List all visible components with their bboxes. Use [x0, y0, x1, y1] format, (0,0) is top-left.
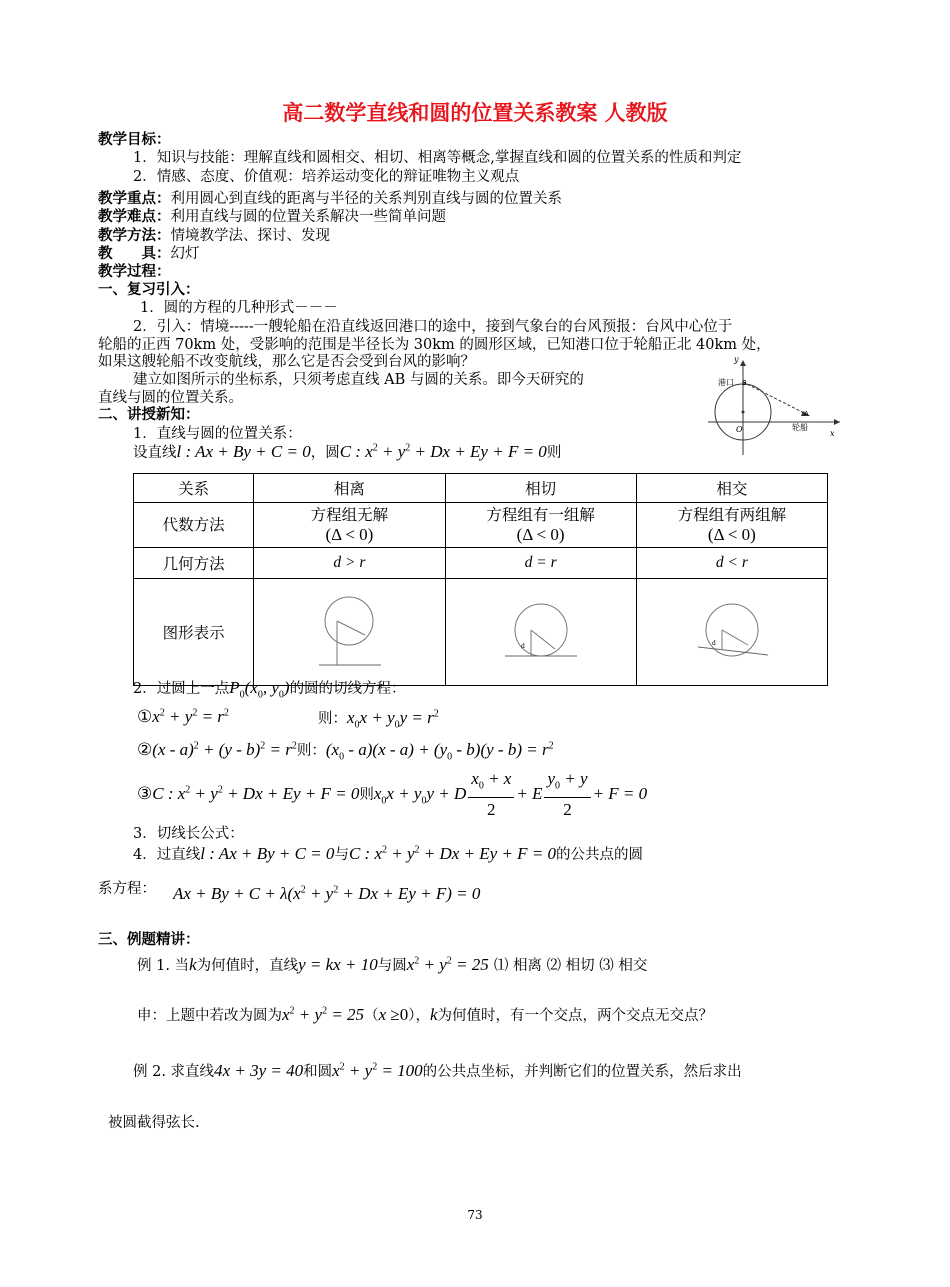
s2-item-4-c: 的公共点的圆 [556, 847, 644, 863]
table-header-cell: 关系 [134, 474, 254, 503]
fig-ship-label: 轮船 [792, 423, 808, 432]
difficulty-row [98, 205, 446, 226]
example-2-cont: 被圆截得弦长. [108, 1115, 200, 1131]
table-cell [254, 503, 445, 548]
table-cell [636, 503, 827, 548]
fig-a-label: A [804, 410, 809, 418]
table-row-label: 图形表示 [134, 579, 254, 686]
line-equation: l : Ax + By + C = 0 [176, 442, 311, 461]
coordinate-figure [700, 350, 850, 460]
ex1-k: k [189, 955, 197, 974]
alg-text: 方程组无解 [310, 506, 389, 524]
process-label: 教学过程： [98, 264, 171, 280]
table-row [134, 503, 828, 548]
s2-item-2-a: 2．过圆上一点 [133, 681, 230, 697]
s2-item-1: 1．直线与圆的位置关系： [133, 426, 302, 442]
ex2-circle: $x^2 + y^2 = 100$ [332, 1061, 423, 1080]
table-row [134, 579, 828, 686]
s1-item-2-line-4: 建立如图所示的坐标系，只须考虑直线 AB 与圆的关系。即今天研究的 [133, 372, 584, 388]
ex2-c: 的公共点坐标，并判断它们的位置关系，然后求出 [422, 1064, 742, 1080]
ext-a: 申：上题中若改为圆为 [137, 1008, 282, 1024]
alg-text: 方程组有两组解 [677, 506, 787, 524]
tools-label: 教 具： [98, 246, 171, 262]
ex1-line: y = kx + 10 [298, 955, 378, 974]
method-label: 教学方法： [98, 228, 171, 244]
s2-item-3: 3．切线长公式： [133, 826, 244, 842]
ext-circle: $x^2 + y^2 = 25$ [282, 1005, 365, 1024]
case-3-ze: 则 [359, 787, 374, 804]
s2-item-2 [133, 677, 406, 700]
center-dot [742, 411, 745, 414]
goals-label: 教学目标： [98, 132, 171, 148]
tangent-case-3 [137, 768, 647, 822]
tangent-case-2 [137, 739, 554, 762]
goal-1: 1．知识与技能：理解直线和圆相交、相切、相离等概念,掌握直线和圆的位置关系的性质和判定 [133, 150, 742, 166]
page-number: 73 [467, 1208, 483, 1222]
table-cell [636, 579, 827, 686]
focus-label: 教学重点： [98, 191, 171, 207]
example-1-extension [137, 1004, 713, 1025]
alg-condition: (Δ < 0) [707, 525, 756, 544]
tangent-case-1 [137, 707, 229, 727]
fig-y-label: y [734, 355, 739, 364]
case-3-circle: ③C : $x^2 + y^2 + Dx + Ey + F = 0$ [137, 784, 360, 804]
case-1-circle: $①x^2 + y^2 = r^2$ [137, 707, 229, 726]
ex1-a: 例 1. 当 [137, 958, 190, 974]
ex2-a: 例 2. 求直线 [133, 1064, 215, 1080]
section-2-heading: 二、讲授新知： [98, 407, 200, 423]
intersect-diagram [692, 585, 772, 675]
item-4-line: l : Ax + By + C = 0 [200, 844, 335, 863]
ext-b: （ [364, 1008, 379, 1024]
focus-text: 利用圆心到直线的距离与半径的关系判别直线与圆的位置关系 [170, 191, 562, 207]
table-row-label: 几何方法 [134, 548, 254, 579]
ex2-line: 4x + 3y = 40 [214, 1061, 304, 1080]
s1-item-2-line-1: 2．引入：情境-----一艘轮船在沿直线返回港口的途中，接到气象台的台风预报：台风中心位于 [133, 319, 733, 335]
difficulty-label: 教学难点： [98, 209, 171, 225]
case-2-circle: ②(x - $a)^2 + (y - b)^2 = r^2$ [137, 740, 297, 759]
tools-text: 幻灯 [170, 246, 200, 262]
table-header-cell: 相切 [445, 474, 636, 503]
s2-setup-b: ，圆 [310, 445, 340, 461]
table-cell [445, 579, 636, 686]
table-cell: d > r [254, 548, 445, 579]
table-row [134, 474, 828, 503]
route-line [743, 382, 810, 416]
ex1-c: 与圆 [377, 958, 407, 974]
ext-condition: x ≥0 [378, 1005, 409, 1024]
circle-equation: C : $x^2 + y^2 + Dx + Ey + F = 0$ [339, 442, 547, 461]
ex1-circle: $x^2 + y^2 = 25$ [406, 955, 489, 974]
svg-text:d: d [711, 640, 716, 647]
x-axis-arrow [834, 419, 840, 425]
ext-k: k [429, 1005, 438, 1024]
section-1-heading: 一、复习引入： [98, 282, 200, 298]
tangent-case-1-result [318, 707, 439, 730]
fig-o-label: O [736, 425, 743, 434]
relation-table [133, 473, 828, 686]
case-1-ze: 则： [318, 711, 347, 727]
method-text: 情境教学法、探讨、发现 [170, 228, 330, 244]
table-header-cell: 相离 [254, 474, 445, 503]
case-3-tangent: $x_0x + y_0y + D$ $\frac{x_0 + x}{2}$ + E $\frac{y_0 + y}{2}$ + F = 0 [373, 769, 648, 820]
y-axis-arrow [740, 360, 746, 366]
s2-setup-a: 设直线 [133, 445, 177, 461]
case-1-tangent: $x_0x + y_0y = r^2$ [347, 708, 439, 731]
case-2-ze: 则： [296, 743, 326, 759]
ext-d: 为何值时，有一个交点，两个交点无交点？ [437, 1008, 713, 1024]
s2-setup [133, 441, 561, 462]
table-cell: d < r [636, 548, 827, 579]
fig-x-label: x [830, 429, 835, 438]
s1-item-1: 1．圆的方程的几种形式－－－ [140, 300, 338, 316]
s1-item-2-line-5: 直线与圆的位置关系。 [98, 390, 243, 406]
example-1 [137, 954, 647, 975]
item-4-circle: C : $x^2 + y^2 + Dx + Ey + F = 0$ [348, 844, 557, 863]
page-title: 高二数学直线和圆的位置关系教案 人教版 [282, 101, 668, 125]
s2-item-2-b: 的圆的切线方程： [289, 681, 406, 697]
ext-c: ）， [408, 1008, 430, 1024]
alg-condition: (Δ < 0) [516, 525, 565, 544]
alg-text: 方程组有一组解 [486, 506, 595, 524]
ex1-b: 为何值时，直线 [196, 958, 299, 974]
s2-setup-c: 则 [546, 445, 562, 461]
table-cell: d = r [445, 548, 636, 579]
table-cell [254, 579, 445, 686]
tangent-diagram [501, 585, 581, 675]
section-3-heading: 三、例题精讲： [98, 932, 200, 948]
fig-port-label: 港口 [718, 378, 734, 387]
s2-item-4 [133, 843, 643, 864]
ex2-b: 和圆 [303, 1064, 333, 1080]
alg-condition: (Δ < 0) [325, 525, 374, 544]
table-row-label: 代数方法 [134, 503, 254, 548]
s2-item-4-d: 系方程： [98, 881, 156, 897]
s2-item-4-b: 与 [334, 847, 349, 863]
separate-diagram [309, 585, 389, 675]
ex1-d: ⑴ 相离 ⑵ 相切 ⑶ 相交 [493, 958, 648, 974]
difficulty-text: 利用直线与圆的位置关系解决一些简单问题 [170, 209, 446, 225]
table-header-cell: 相交 [636, 474, 827, 503]
table-row [134, 548, 828, 579]
point-expression: $P_0(x_0$, $y_0$) [229, 678, 290, 701]
case-2-tangent: $(x_0 - a)(x - a) + (y_0 - b)(y - b) = r^2$ [325, 740, 554, 763]
svg-text:d: d [520, 643, 525, 650]
goal-2: 2．情感、态度、价值观：培养运动变化的辩证唯物主义观点 [133, 169, 520, 185]
s1-item-2-line-2: 轮船的正西 70km 处，受影响的范围是半径长为 30km 的圆形区域，已知港口位于轮船正北 40km 处， [98, 337, 771, 353]
s2-item-4-a: 4．过直线 [133, 847, 201, 863]
s1-item-2-line-3: 如果这艘轮船不改变航线，那么它是否会受到台风的影响？ [98, 354, 475, 370]
example-2 [133, 1060, 742, 1081]
fig-b-label: B [742, 379, 747, 387]
circle-family-equation: $Ax + By + C + \lambda(x^2 + y^2 + Dx + Ey + F) = 0$ [173, 884, 481, 903]
table-cell [445, 503, 636, 548]
